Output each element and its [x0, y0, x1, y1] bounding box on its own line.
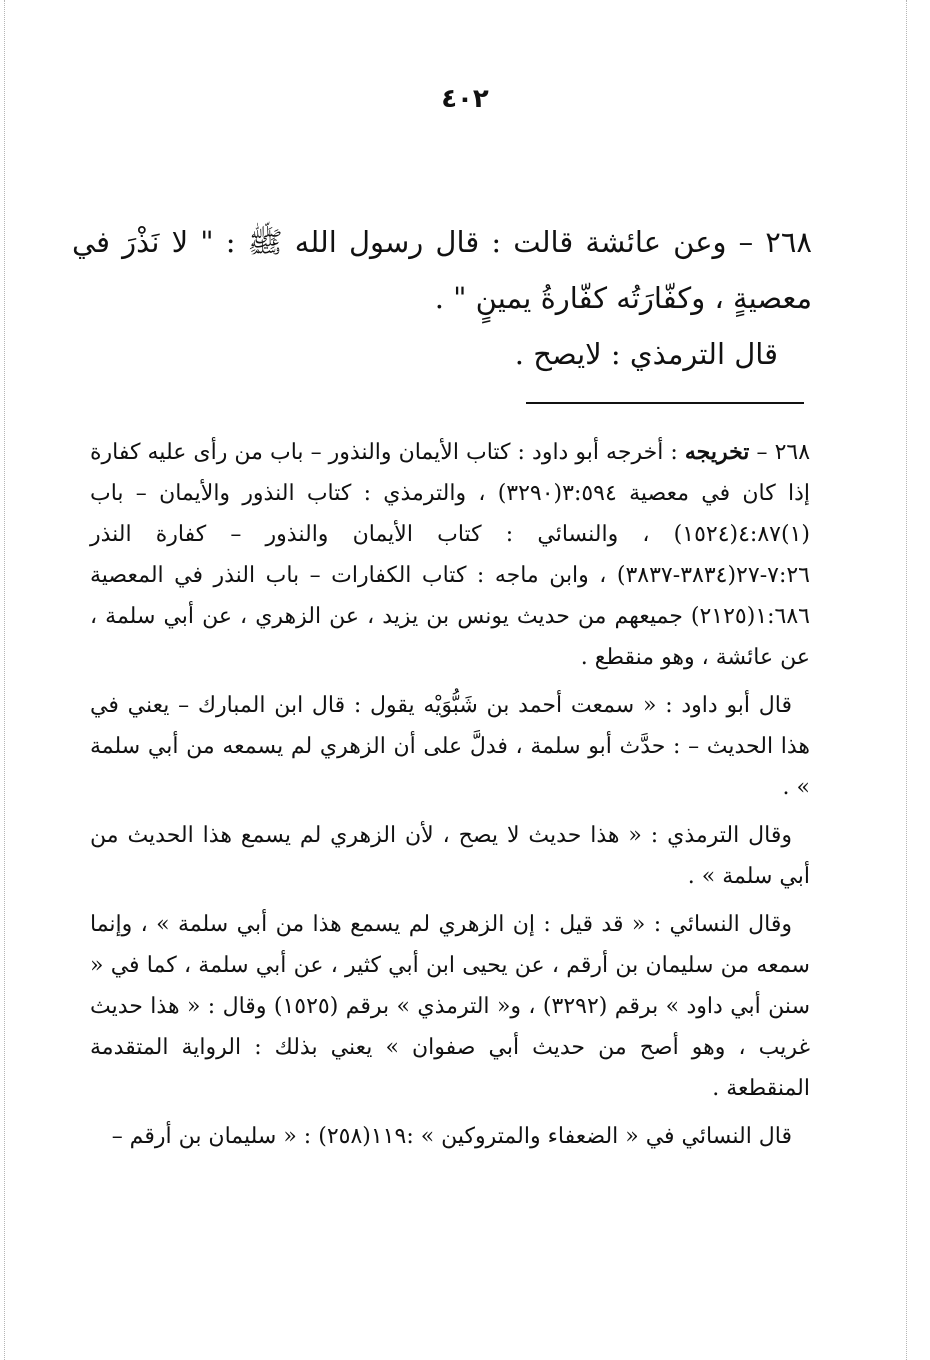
- takhrij-label: تخريجه: [684, 439, 750, 465]
- abu-dawud-paragraph: قال أبو داود : « سمعت أحمد بن شَبُّوَيْه يقول : قال ابن المبارك – يعني في هذا الحديث – : حدَّث أبو سلمة ، فدلَّ على أن الزهري لم يسمعه من أبي سلمة » .: [90, 693, 810, 800]
- footnote-divider: [526, 402, 804, 404]
- takhrij-paragraph: [90, 432, 810, 678]
- footnotes-block: [90, 432, 810, 1164]
- nasai-paragraph: وقال النسائي : « قد قيل : إن الزهري لم يسمع هذا من أبي سلمة » ، وإنما سمعه من سليمان بن أرقم ، عن يحيى ابن أبي كثير ، عن أبي سلمة ، كما في « سنن أبي داود » برقم (٣٢٩٢) ، و« الترمذي » برقم (١٥٢٥) وقال : « هذا حديث غريب ، وهو أصح من حديث أبي صفوان » يعني بذلك : الرواية المتقدمة المنقطعة .: [90, 912, 811, 1101]
- takhrij-number: ٢٦٨ –: [756, 440, 811, 465]
- hadith-text-block: [72, 214, 812, 382]
- tirmidhi-paragraph: وقال الترمذي : « هذا حديث لا يصح ، لأن الزهري لم يسمع هذا الحديث من أبي سلمة » .: [90, 823, 810, 889]
- left-margin-dots: [4, 0, 5, 1360]
- tirmidhi-comment: قال الترمذي : لايصح .: [514, 337, 778, 371]
- takhrij-body: : أخرجه أبو داود : كتاب الأيمان والنذور – باب من رأى عليه كفارة إذا كان في معصية ٣:٥٩٤(٣٢٩٠) ، والترمذي : كتاب النذور والأيمان – باب (١)٤:٨٧(١٥٢٤) ، والنسائي : كتاب الأيمان والنذور – كفارة النذر ٧:٢٦-٢٧(٣٨٣٤-٣٨٣٧) ، وابن ماجه : كتاب الكفارات – باب النذر في المعصية ١:٦٨٦(٢١٢٥) جميعهم من حديث يونس بن يزيد ، عن الزهري ، عن أبي سلمة ، عن عائشة ، وهو منقطع .: [90, 440, 811, 670]
- hadith-main-text: ٢٦٨ – وعن عائشة قالت : قال رسول الله ﷺ : " لا نَذْرَ في معصيةٍ ، وكفّارَتُه كفّارةُ يمينٍ " .: [72, 225, 812, 315]
- nasai-duafa-paragraph: قال النسائي في « الضعفاء والمتروكين » :١١٩(٢٥٨) : « سليمان بن أرقم –: [111, 1124, 792, 1149]
- right-margin-dots: [906, 0, 907, 1360]
- page-number: ٤٠٢: [441, 84, 489, 114]
